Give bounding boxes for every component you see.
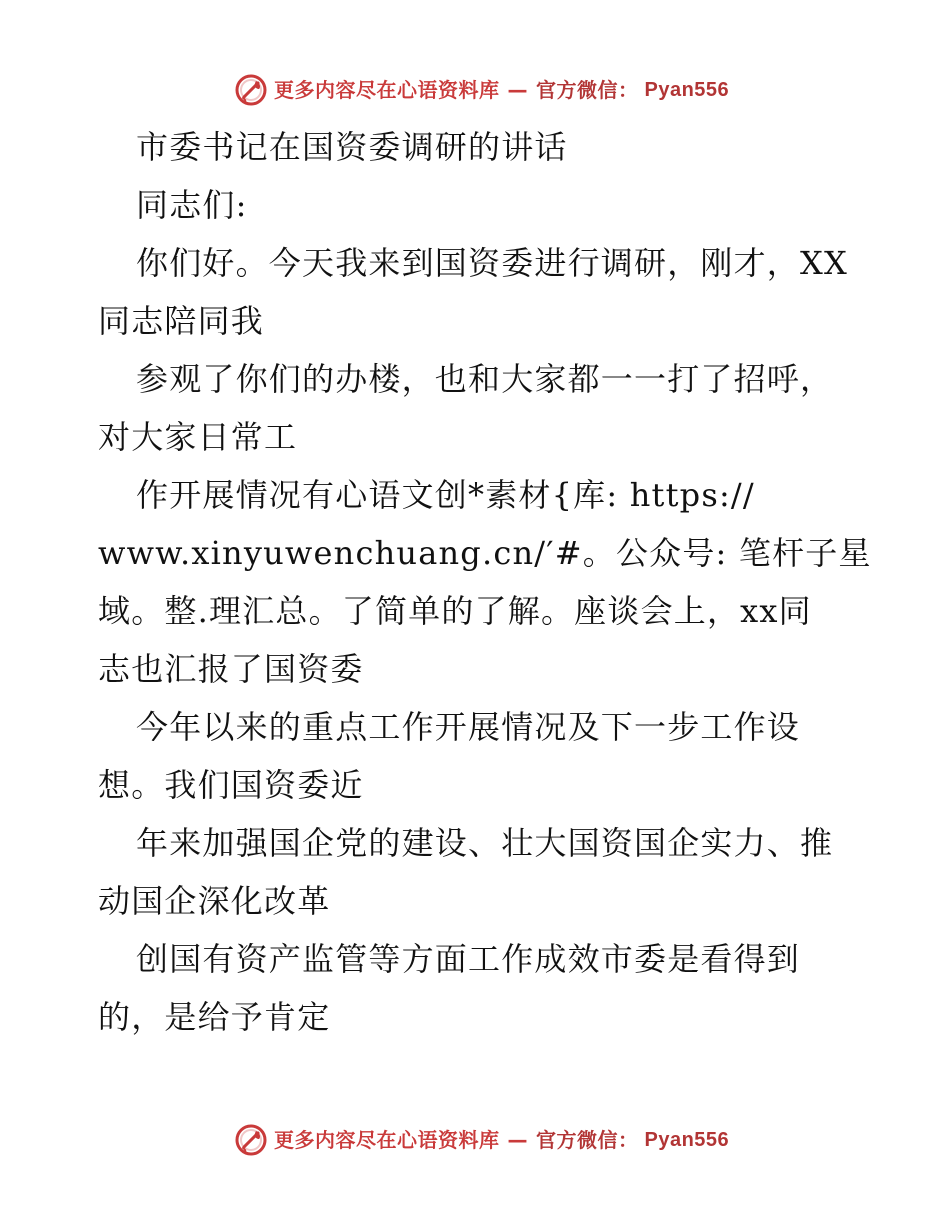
watermark-separator: — bbox=[507, 1128, 528, 1152]
watermark-title: 更多内容尽在心语资料库 bbox=[274, 78, 500, 102]
document-paragraph-line: 想。我们国资委近 bbox=[98, 766, 364, 804]
document-paragraph-line: 志也汇报了国资委 bbox=[98, 650, 364, 688]
document-paragraph-line: 年来加强国企党的建设、壮大国资国企实力、推 bbox=[136, 824, 834, 862]
document-body bbox=[98, 118, 872, 1046]
document-paragraph-line: 的，是给予肯定 bbox=[98, 998, 331, 1036]
document-greeting-line: 同志们: bbox=[136, 186, 248, 224]
quill-pen-logo-icon bbox=[234, 1123, 268, 1157]
document-paragraph-line: 创国有资产监管等方面工作成效市委是看得到 bbox=[136, 940, 801, 978]
document-paragraph-line: 域。整.理汇总。了简单的了解。座谈会上，xx同 bbox=[98, 592, 812, 630]
document-title-line: 市委书记在国资委调研的讲话 bbox=[136, 128, 568, 166]
document-paragraph-line: 作开展情况有心语文创*素材{库: https:// bbox=[136, 476, 755, 514]
watermark-wechat-id: Pyan556 bbox=[644, 1129, 730, 1151]
watermark-wechat-id: Pyan556 bbox=[644, 79, 730, 101]
document-paragraph-line: 对大家日常工 bbox=[98, 418, 298, 456]
watermark-separator: — bbox=[507, 78, 528, 102]
document-paragraph-line: 你们好。今天我来到国资委进行调研，刚才，XX bbox=[136, 244, 848, 282]
document-paragraph-line: 动国企深化改革 bbox=[98, 882, 331, 920]
footer-watermark bbox=[234, 1122, 729, 1158]
header-watermark bbox=[234, 72, 729, 108]
watermark-title: 更多内容尽在心语资料库 bbox=[274, 1128, 500, 1152]
document-paragraph-line: 今年以来的重点工作开展情况及下一步工作设 bbox=[136, 708, 801, 746]
document-paragraph-line: 参观了你们的办楼，也和大家都一一打了招呼， bbox=[136, 360, 834, 398]
document-paragraph-line: 同志陪同我 bbox=[98, 302, 265, 340]
watermark-wechat-label: 官方微信： bbox=[536, 78, 639, 102]
document-paragraph-line: www.xinyuwenchuang.cn/′#。公众号: 笔杆子星 bbox=[98, 534, 872, 572]
watermark-wechat-label: 官方微信： bbox=[536, 1128, 639, 1152]
quill-pen-logo-icon bbox=[234, 73, 268, 107]
